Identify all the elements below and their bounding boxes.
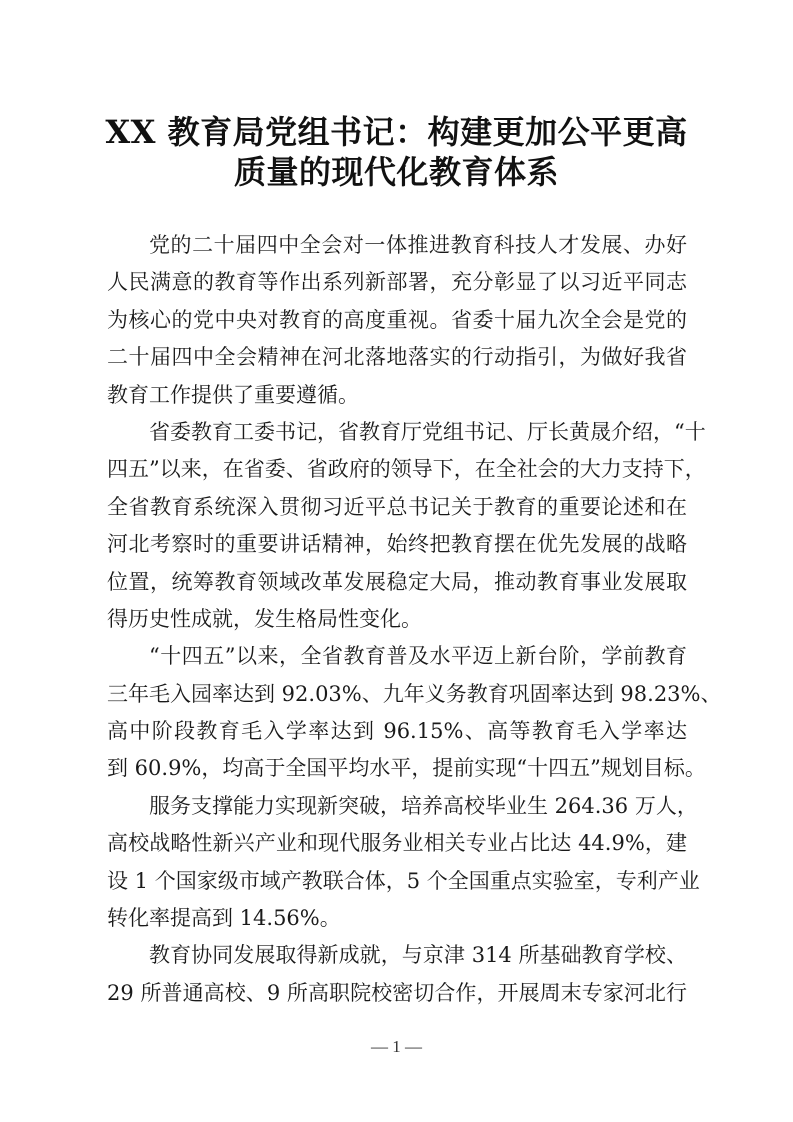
paragraph-line: 二十届四中全会精神在河北落地落实的行动指引，为做好我省	[107, 345, 687, 370]
paragraph-line: 人民满意的教育等作出系列新部署，充分彰显了以习近平同志	[107, 270, 687, 295]
paragraph-line: 教育协同发展取得新成就，与京津 314 所基础教育学校、	[149, 943, 687, 968]
page-number: — 1 —	[371, 1037, 422, 1056]
paragraph-line: 党的二十届四中全会对一体推进教育科技人才发展、办好	[149, 233, 687, 257]
paragraph-line: 四五”以来，在省委、省政府的领导下，在全社会的大力支持下，	[107, 457, 706, 482]
paragraph-line: 29 所普通高校、9 所高职院校密切合作，开展周末专家河北行	[107, 980, 687, 1005]
paragraph-line: 省委教育工委书记，省教育厅党组书记、厅长黄晟介绍，“十	[149, 419, 706, 444]
paragraph-line: “十四五”以来，全省教育普及水平迈上新台阶，学前教育	[149, 644, 687, 669]
paragraph-line: 河北考察时的重要讲话精神，始终把教育摆在优先发展的战略	[107, 532, 687, 557]
paragraph-3	[107, 638, 722, 788]
paragraph-line: 服务支撑能力实现新突破，培养高校毕业生 264.36 万人，	[149, 793, 698, 818]
paragraph-line: 为核心的党中央对教育的高度重视。省委十届九次全会是党的	[107, 307, 687, 332]
paragraph-4	[107, 788, 700, 938]
paragraph-line: 位置，统筹教育领域改革发展稳定大局，推动教育事业发展取	[107, 569, 687, 594]
paragraph-2	[107, 414, 706, 638]
paragraph-line: 设 1 个国家级市域产教联合体，5 个全国重点实验室，专利产业	[107, 868, 700, 893]
paragraph-line: 到 60.9%，均高于全国平均水平，提前实现“十四五”规划目标。	[107, 756, 706, 781]
document-title	[100, 112, 693, 192]
paragraph-line: 教育工作提供了重要遵循。	[107, 382, 359, 407]
title-line-1: XX 教育局党组书记：构建更加公平更高	[105, 113, 688, 151]
paragraph-5	[107, 937, 687, 1012]
paragraph-line: 高中阶段教育毛入学率达到 96.15%、高等教育毛入学率达	[107, 719, 687, 744]
paragraph-1	[107, 227, 687, 414]
paragraph-line: 高校战略性新兴产业和现代服务业相关专业占比达 44.9%，建	[107, 831, 687, 856]
paragraph-line: 转化率提高到 14.56%。	[107, 906, 341, 931]
paragraph-line: 三年毛入园率达到 92.03%、九年义务教育巩固率达到 98.23%、	[107, 681, 722, 706]
paragraph-line: 全省教育系统深入贯彻习近平总书记关于教育的重要论述和在	[107, 494, 687, 519]
title-line-2: 质量的现代化教育体系	[233, 153, 559, 191]
document-body	[107, 227, 722, 1012]
paragraph-line: 得历史性成就，发生格局性变化。	[107, 606, 422, 631]
